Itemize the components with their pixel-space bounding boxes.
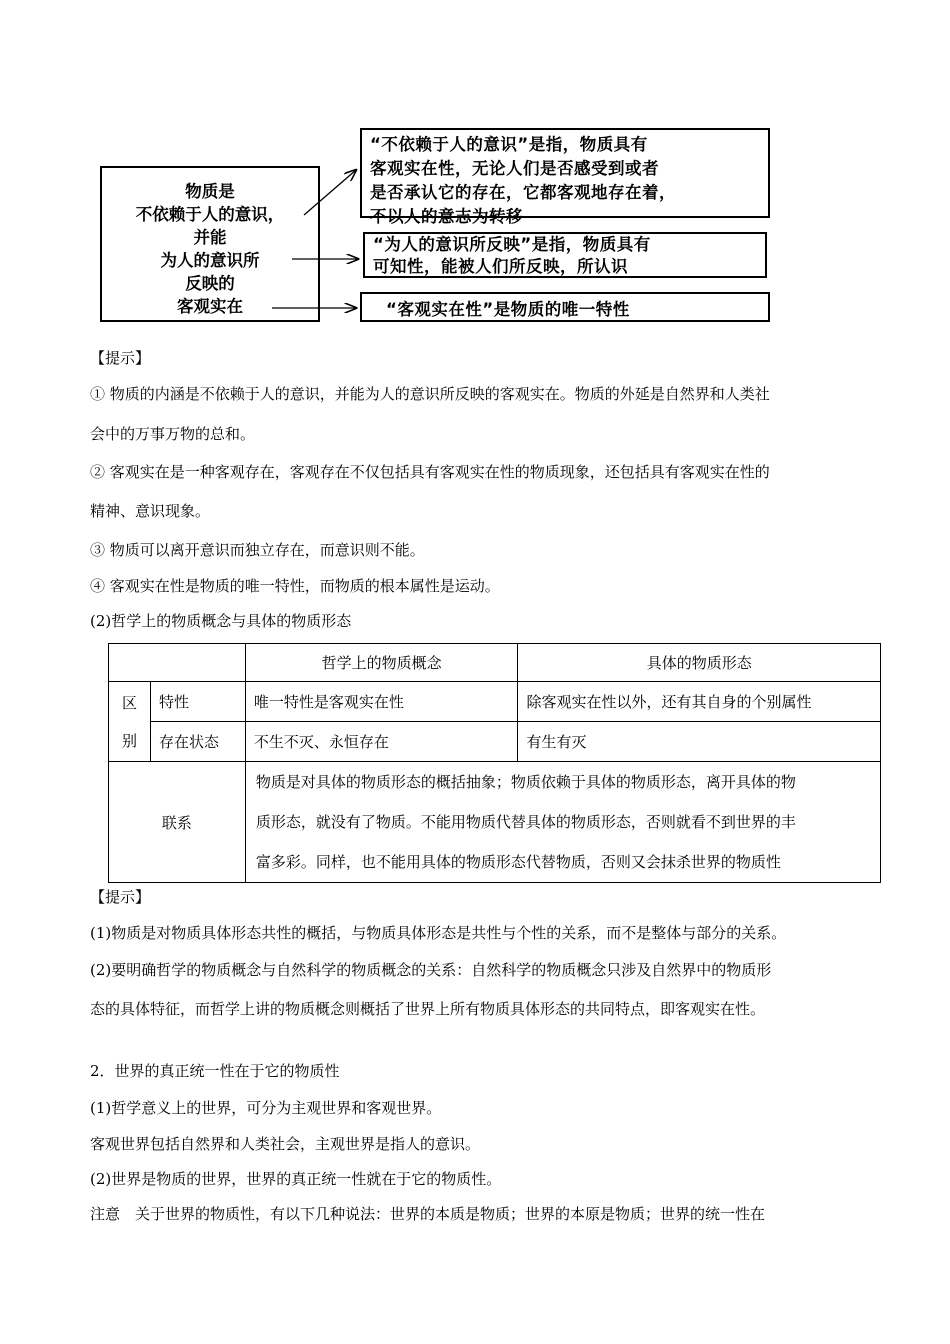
- tip2-paragraph-2b: 态的具体特征，而哲学上讲的物质概念则概括了世界上所有物质具体形态的共同特点，即客观实在性。: [90, 1000, 766, 1018]
- connection-line-2: 质形态，就没有了物质。不能用物质代替具体的物质形态，否则就看不到世界的丰: [255, 813, 796, 831]
- tip2-paragraph-1: (1)物质是对物质具体形态共性的概括，与物质具体形态是共性与个性的关系，而不是整体与部分的关系。: [90, 924, 787, 942]
- connection-text: [245, 762, 880, 883]
- definition-line-3: 并能: [193, 228, 227, 247]
- arrow-to-box-1: [304, 170, 356, 215]
- box1-line-4: 不以人的意志为转移: [370, 207, 523, 226]
- difference-char-1: 区: [121, 693, 137, 712]
- definition-line-6: 客观实在: [177, 297, 243, 316]
- cell-property-philosophy: 唯一特性是客观实在性: [245, 682, 518, 722]
- table-header-concrete: 具体的物质形态: [518, 644, 881, 682]
- difference-label: [109, 682, 151, 762]
- section-3-line-3: (2)世界是物质的世界，世界的真正统一性就在于它的物质性。: [90, 1170, 502, 1188]
- difference-char-2: 别: [121, 731, 137, 750]
- section-3-line-2: 客观世界包括自然界和人类社会，主观世界是指人的意识。: [90, 1135, 481, 1153]
- cell-state-philosophy: 不生不灭、永恒存在: [245, 722, 518, 762]
- tip1-paragraph-2a: ② 客观实在是一种客观存在，客观存在不仅包括具有客观实在性的物质现象，还包括具有客观实在性的: [90, 463, 770, 481]
- tip2-paragraph-2a: (2)要明确哲学的物质概念与自然科学的物质概念的关系：自然科学的物质概念只涉及自然界中的物质形: [90, 961, 772, 979]
- section-3-line-1: (1)哲学意义上的世界，可分为主观世界和客观世界。: [90, 1099, 442, 1117]
- tip1-paragraph-4: ④ 客观实在性是物质的唯一特性，而物质的根本属性是运动。: [90, 577, 500, 595]
- row-label-property: 特性: [150, 682, 245, 722]
- table-header-empty: [109, 644, 246, 682]
- box2-line-1: “为人的意识所反映”是指，物质具有: [373, 235, 651, 254]
- connection-line-3: 富多彩。同样，也不能用具体的物质形态代替物质，否则又会抹杀世界的物质性: [255, 853, 781, 871]
- table-row-connection: [109, 762, 881, 883]
- unique-property-box: [360, 292, 770, 322]
- tip-label-1: 【提示】: [90, 349, 151, 367]
- knowability-box: [363, 232, 767, 278]
- tip1-paragraph-3: ③ 物质可以离开意识而独立存在，而意识则不能。: [90, 541, 425, 559]
- matter-comparison-table: [108, 643, 881, 883]
- box1-line-1: “不依赖于人的意识”是指，物质具有: [370, 135, 648, 154]
- table-header-philosophy: 哲学上的物质概念: [245, 644, 518, 682]
- connection-line-1: 物质是对具体的物质形态的概括抽象；物质依赖于具体的物质形态，离开具体的物: [255, 773, 796, 791]
- objective-independence-box: [360, 128, 770, 226]
- tip1-paragraph-1a: ① 物质的内涵是不依赖于人的意识，并能为人的意识所反映的客观实在。物质的外延是自然界和人类社: [90, 385, 770, 403]
- section-3-line-4: 注意 关于世界的物质性，有以下几种说法：世界的本质是物质；世界的本原是物质；世界的统一性在: [90, 1205, 766, 1223]
- section-2-title: (2)哲学上的物质概念与具体的物质形态: [90, 612, 352, 630]
- tip1-paragraph-2b: 精神、意识现象。: [90, 502, 211, 520]
- section-3-title: 2．世界的真正统一性在于它的物质性: [90, 1062, 340, 1080]
- definition-line-1: 物质是: [185, 182, 235, 201]
- connection-label: 联系: [109, 762, 246, 883]
- tip1-paragraph-1b: 会中的万事万物的总和。: [90, 425, 256, 443]
- definition-line-2: 不依赖于人的意识，: [135, 205, 285, 224]
- box3-text: “客观实在性”是物质的唯一特性: [386, 300, 630, 319]
- box1-line-3: 是否承认它的存在，它都客观地存在着，: [370, 183, 676, 202]
- cell-state-concrete: 有生有灭: [518, 722, 881, 762]
- box2-line-2: 可知性，能被人们所反映，所认识: [373, 257, 628, 276]
- table-row: [109, 682, 881, 722]
- table-header-row: [109, 644, 881, 682]
- matter-concept-diagram: [0, 0, 950, 340]
- box1-line-2: 客观实在性，无论人们是否感受到或者: [370, 159, 659, 178]
- table-row: [109, 722, 881, 762]
- cell-property-concrete: 除客观实在性以外，还有其自身的个别属性: [518, 682, 881, 722]
- definition-line-4: 为人的意识所: [160, 251, 260, 270]
- definition-line-5: 反映的: [185, 274, 235, 293]
- tip-label-2: 【提示】: [90, 888, 151, 906]
- row-label-state: 存在状态: [150, 722, 245, 762]
